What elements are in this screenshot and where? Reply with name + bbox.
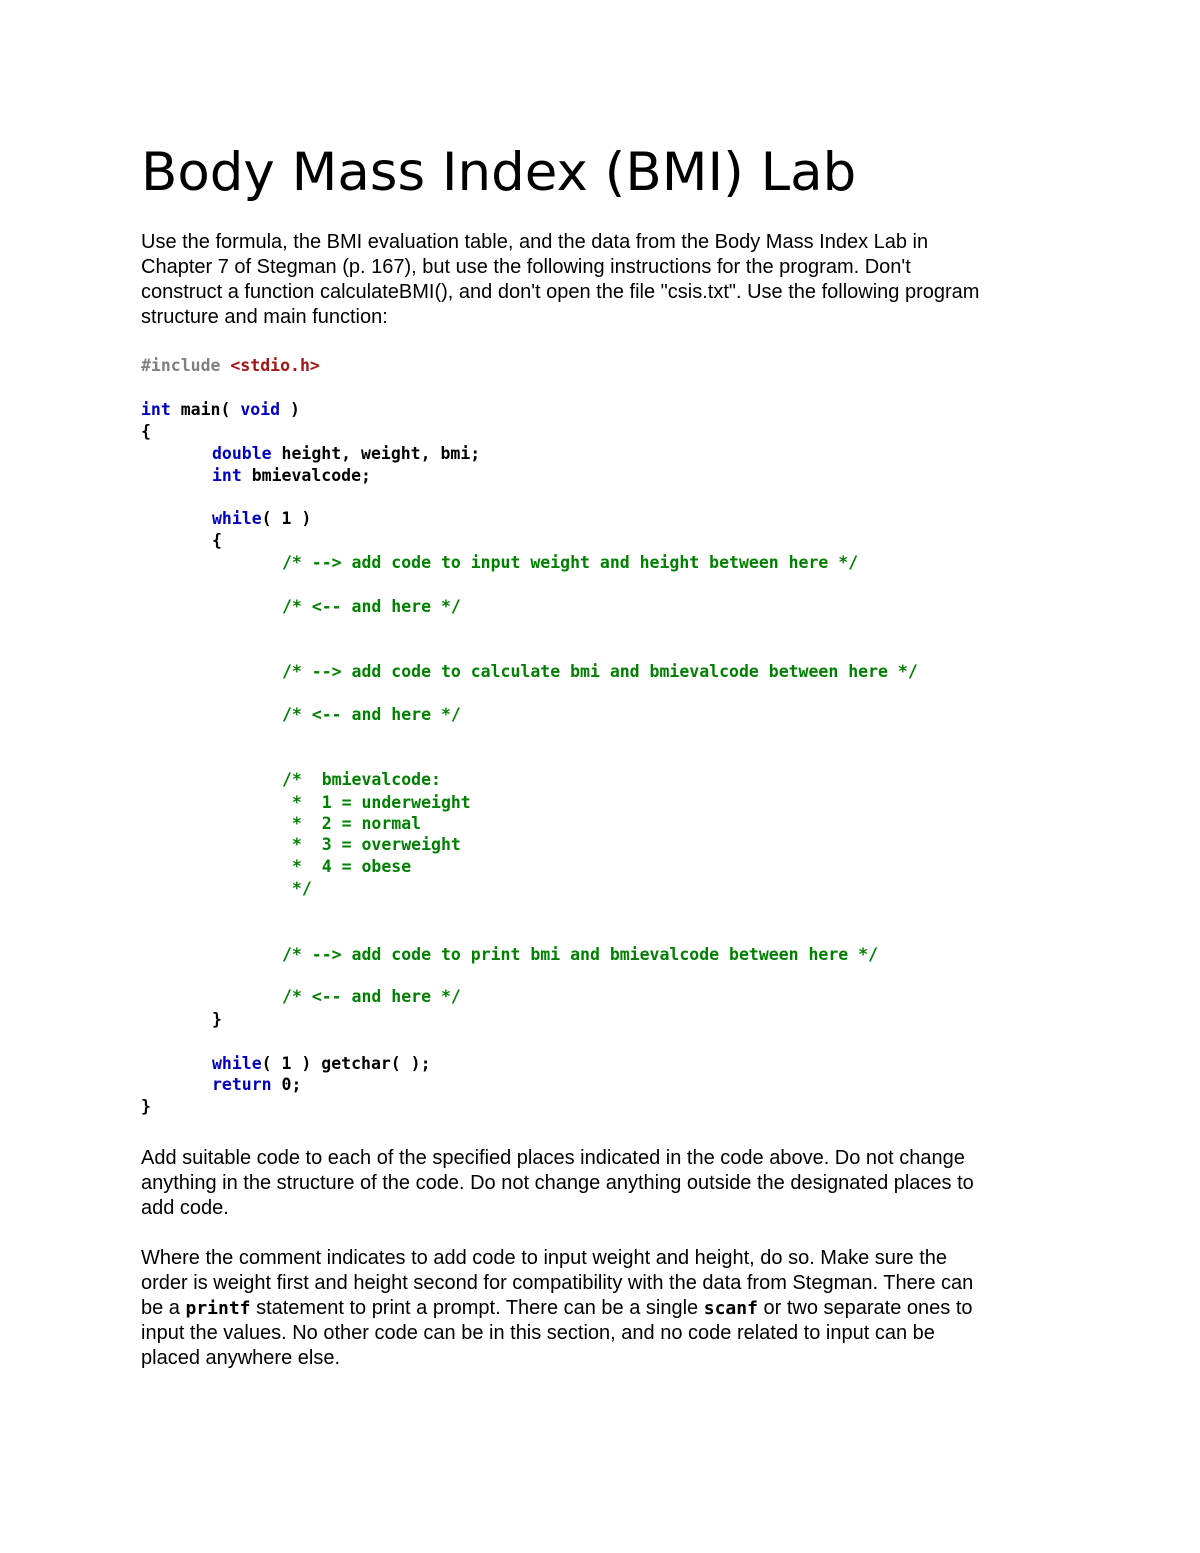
keyword: int — [141, 400, 171, 419]
paragraph-line — [141, 1296, 1066, 1321]
code-comment: * 1 = underweight — [282, 793, 471, 812]
text-run: or two separate ones to — [757, 1297, 973, 1319]
include-file: <stdio.h> — [230, 356, 320, 375]
code-comment: /* <-- and here */ — [282, 987, 461, 1006]
preprocessor-directive: #include — [141, 356, 221, 375]
keyword: int — [212, 466, 242, 485]
code-line-include — [141, 355, 320, 377]
code-comment: /* <-- and here */ — [282, 705, 461, 724]
intro-paragraph — [141, 230, 1066, 330]
input-instructions-paragraph — [141, 1246, 1066, 1371]
code-line-brace: { — [212, 531, 222, 550]
code-text: height, weight, bmi; — [271, 444, 481, 463]
code-comment: /* --> add code to input weight and height between here */ — [282, 553, 859, 572]
inline-code-printf: printf — [185, 1298, 251, 1319]
text-run: be a — [141, 1297, 186, 1319]
document-title: Body Mass Index (BMI) Lab — [141, 142, 857, 203]
instructions-paragraph — [141, 1146, 1066, 1221]
inline-code-scanf: scanf — [703, 1298, 758, 1319]
intro-line: structure and main function: — [141, 306, 388, 328]
code-text: ) — [280, 400, 300, 419]
paragraph-line: add code. — [141, 1197, 229, 1219]
intro-line: Use the formula, the BMI evaluation table, and the data from the Body Mass Index Lab in — [141, 231, 929, 253]
code-line-brace: } — [212, 1010, 222, 1029]
code-line-return — [212, 1074, 301, 1096]
code-text: main( — [170, 400, 241, 419]
code-comment: /* --> add code to calculate bmi and bmievalcode between here */ — [282, 662, 918, 681]
paragraph-line: placed anywhere else. — [141, 1347, 341, 1369]
text-run: statement to print a prompt. There can be a single — [250, 1297, 704, 1319]
code-comment: * 2 = normal — [282, 814, 422, 833]
code-text: ( 1 ) getchar( ); — [261, 1054, 431, 1073]
keyword: void — [240, 400, 281, 419]
code-line-brace: } — [141, 1097, 151, 1116]
code-line-while — [212, 508, 311, 530]
keyword: double — [212, 444, 272, 463]
keyword: return — [212, 1075, 272, 1094]
code-comment: /* <-- and here */ — [282, 597, 461, 616]
paragraph-line: input the values. No other code can be in this section, and no code related to input can be — [141, 1322, 935, 1344]
intro-line: construct a function calculateBMI(), and don't open the file "csis.txt". Use the following program — [141, 281, 980, 303]
code-line-main — [141, 399, 300, 421]
intro-line: Chapter 7 of Stegman (p. 167), but use the following instructions for the program. Don't — [141, 256, 911, 278]
code-comment: * 3 = overweight — [282, 835, 461, 854]
code-text: bmievalcode; — [241, 466, 371, 485]
code-line-decl — [212, 465, 371, 487]
code-line-while — [212, 1053, 431, 1075]
code-line-brace: { — [141, 422, 151, 441]
keyword: while — [212, 1054, 262, 1073]
code-text: ( 1 ) — [261, 509, 312, 528]
paragraph-line: order is weight first and height second for compatibility with the data from Stegman. There can — [141, 1272, 974, 1294]
code-comment: /* --> add code to print bmi and bmievalcode between here */ — [282, 945, 879, 964]
code-comment: * 4 = obese — [282, 857, 412, 876]
code-comment: /* bmievalcode: — [282, 770, 441, 789]
code-comment: */ — [282, 879, 312, 898]
code-line-decl — [212, 443, 480, 465]
paragraph-line: anything in the structure of the code. Do not change anything outside the designated places to — [141, 1172, 974, 1194]
code-text: 0; — [271, 1075, 302, 1094]
paragraph-line: Where the comment indicates to add code to input weight and height, do so. Make sure the — [141, 1247, 948, 1269]
keyword: while — [212, 509, 262, 528]
paragraph-line: Add suitable code to each of the specified places indicated in the code above. Do not change — [141, 1147, 965, 1169]
